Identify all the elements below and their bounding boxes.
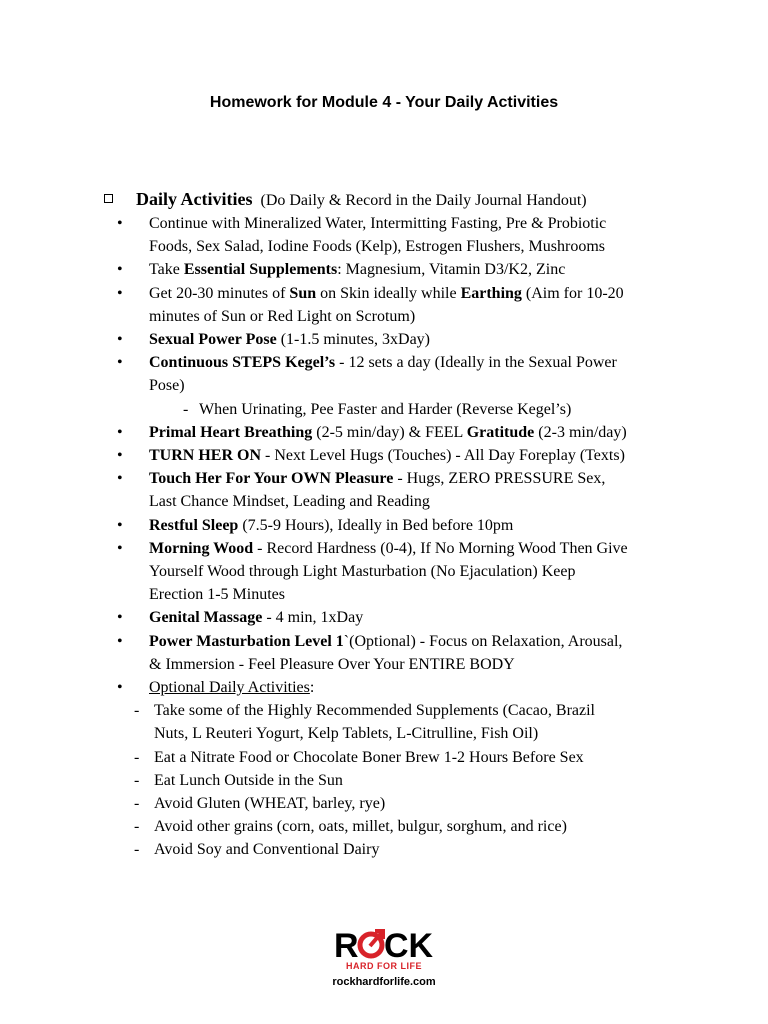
bullet-icon: • <box>117 609 123 627</box>
item-text: : Magnesium, Vitamin D3/K2, Zinc <box>337 261 566 279</box>
bullet-icon: • <box>117 470 123 488</box>
item-text: - Record Hardness (0-4), If No Morning Wood Then Give <box>253 539 628 557</box>
item-text: on Skin ideally while <box>316 284 461 302</box>
item-text: Erection 1-5 Minutes <box>149 586 285 604</box>
page-title: Homework for Module 4 - Your Daily Activities <box>209 94 559 111</box>
logo-tagline: HARD FOR LIFE <box>346 961 422 971</box>
list-item <box>104 630 728 676</box>
bullet-icon: • <box>117 261 123 279</box>
bullet-icon: • <box>117 331 123 349</box>
item-text: (2-3 min/day) <box>534 423 627 441</box>
item-bold-label: Restful Sleep <box>149 516 239 534</box>
dash-icon: - <box>134 702 140 720</box>
item-text: Avoid Soy and Conventional Dairy <box>154 841 380 859</box>
item-bold-label: Earthing <box>460 284 522 302</box>
item-text: & Immersion - Feel Pleasure Over Your ENTIRE BODY <box>149 655 515 673</box>
activity-list <box>104 212 728 676</box>
optional-heading-label: Optional Daily Activities <box>149 679 310 697</box>
item-text: Continue with Mineralized Water, Intermitting Fasting, Pre & Probiotic <box>149 215 607 232</box>
optional-item <box>104 838 728 861</box>
item-text: : <box>309 679 315 697</box>
item-bold-label: Gratitude <box>466 423 535 441</box>
item-bold-label: Primal Heart Breathing <box>149 423 313 441</box>
item-text: - Hugs, ZERO PRESSURE Sex, <box>393 470 606 488</box>
list-item <box>104 351 728 397</box>
optional-activities <box>104 676 728 862</box>
item-text: Foods, Sex Salad, Iodine Foods (Kelp), Estrogen Flushers, Mushrooms <box>149 238 605 256</box>
list-item <box>104 514 728 537</box>
item-text: Get 20-30 minutes of <box>149 284 290 302</box>
bullet-icon: • <box>117 539 123 557</box>
bullet-icon: • <box>117 423 123 441</box>
list-item <box>104 467 728 513</box>
item-text: (7.5-9 Hours), Ideally in Bed before 10pm <box>238 516 514 534</box>
list-item <box>104 444 728 467</box>
optional-item <box>104 815 728 838</box>
item-bold-label: Touch Her For Your OWN Pleasure <box>149 470 394 488</box>
item-text: minutes of Sun or Red Light on Scrotum) <box>149 307 416 325</box>
dash-icon: - <box>134 818 140 836</box>
item-text: Pose) <box>149 377 185 395</box>
logo-letters-ck: CK <box>384 927 434 960</box>
logo-o-arrow-icon <box>360 931 383 956</box>
checkbox-square-icon <box>104 194 113 203</box>
dash-icon: - <box>134 795 140 813</box>
optional-item <box>104 769 728 792</box>
dash-icon: - <box>134 771 140 789</box>
logo-letter-r: R <box>334 927 359 960</box>
item-bold-label: Genital Massage <box>149 609 263 627</box>
item-bold-label: Sun <box>289 284 317 302</box>
item-text: Yourself Wood through Light Masturbation (No Ejaculation) Keep <box>149 563 576 581</box>
item-text: `(Optional) - Focus on Relaxation, Arousal, <box>343 632 623 650</box>
item-text: - 4 min, 1xDay <box>262 609 364 627</box>
item-text: (2-5 min/day) & FEEL <box>312 423 467 441</box>
bullet-icon: • <box>117 516 123 534</box>
optional-item <box>104 792 728 815</box>
dash-icon: - <box>183 400 189 418</box>
list-item <box>104 421 728 444</box>
optional-heading <box>104 676 728 699</box>
list-item <box>104 258 728 281</box>
list-item <box>104 328 728 351</box>
item-text: (Aim for 10-20 <box>521 284 624 302</box>
item-text: When Urinating, Pee Faster and Harder (Reverse Kegel’s) <box>199 400 572 418</box>
optional-item <box>104 746 728 769</box>
logo-wordmark <box>334 926 434 960</box>
item-bold-label: TURN HER ON <box>149 447 262 465</box>
bullet-icon: • <box>117 215 123 232</box>
item-bold-label: Morning Wood <box>149 539 254 557</box>
item-text: Avoid Gluten (WHEAT, barley, rye) <box>154 795 386 813</box>
list-item <box>104 606 728 629</box>
bullet-icon: • <box>117 679 123 697</box>
item-text: Eat Lunch Outside in the Sun <box>154 771 343 789</box>
rock-hard-for-life-logo <box>0 926 768 988</box>
item-bold-label: Sexual Power Pose <box>149 331 277 349</box>
item-text: - Next Level Hugs (Touches) - All Day Foreplay (Texts) <box>261 447 625 465</box>
website-url: rockhardforlife.com <box>332 976 436 988</box>
daily-activities-section <box>104 188 728 862</box>
item-text: Nuts, L Reuteri Yogurt, Kelp Tablets, L-Citrulline, Fish Oil) <box>154 725 539 743</box>
bullet-icon: • <box>117 354 123 372</box>
item-text: (1-1.5 minutes, 3xDay) <box>276 331 430 349</box>
optional-item <box>104 699 728 745</box>
item-bold-label: Power Masturbation Level 1 <box>149 632 344 650</box>
item-bold-label: Essential Supplements <box>183 261 338 279</box>
bullet-icon: • <box>117 284 123 302</box>
dash-icon: - <box>134 748 140 766</box>
list-item <box>104 282 728 328</box>
item-text: Take <box>149 261 184 279</box>
section-heading <box>104 188 728 212</box>
bullet-icon: • <box>117 632 123 650</box>
bullet-icon: • <box>117 447 123 465</box>
section-heading-title: Daily Activities <box>136 189 253 209</box>
dash-icon: - <box>134 841 140 859</box>
list-item <box>104 537 728 607</box>
item-text: Avoid other grains (corn, oats, millet, bulgur, sorghum, and rice) <box>154 818 567 836</box>
item-text: Last Chance Mindset, Leading and Reading <box>149 493 430 511</box>
item-text: - 12 sets a day (Ideally in the Sexual Power <box>335 354 617 372</box>
item-bold-label: Continuous STEPS Kegel’s <box>149 354 336 372</box>
item-text: Eat a Nitrate Food or Chocolate Boner Brew 1-2 Hours Before Sex <box>154 748 584 766</box>
list-item <box>104 212 728 258</box>
sub-list-item <box>104 398 728 421</box>
section-heading-note: (Do Daily & Record in the Daily Journal Handout) <box>260 192 587 209</box>
item-text: Take some of the Highly Recommended Supplements (Cacao, Brazil <box>154 702 595 720</box>
